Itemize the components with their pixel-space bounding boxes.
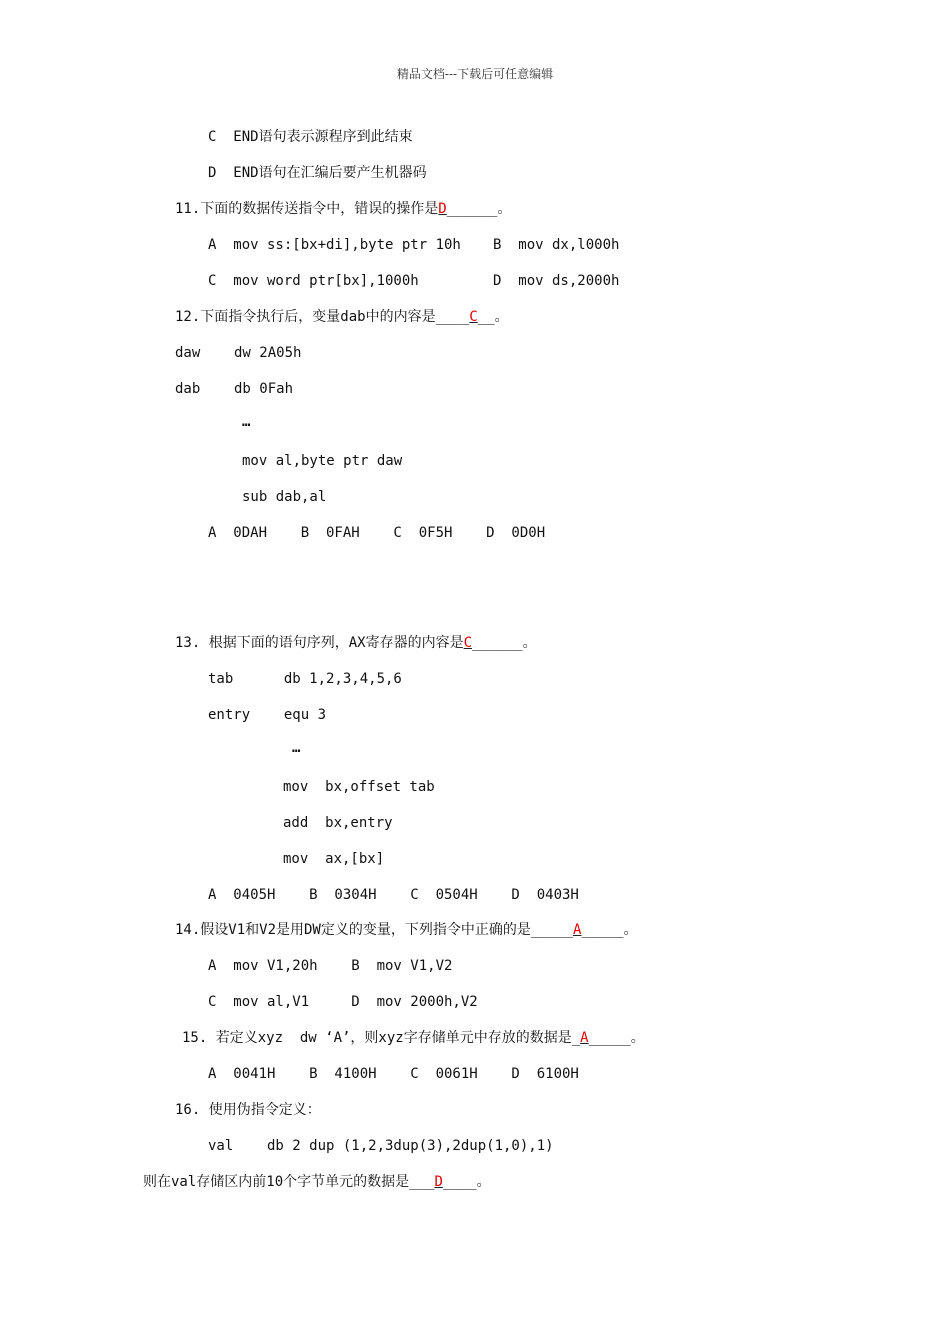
page-header: 精品文档---下载后可任意编辑 bbox=[396, 67, 554, 81]
code-line: mov al,byte ptr daw bbox=[242, 453, 403, 469]
ellipsis: … bbox=[242, 414, 251, 430]
question-text: 15. 若定义xyz dw ‘A’，则xyz字存储单元中存放的数据是 bbox=[182, 1030, 572, 1046]
question-end: 。 bbox=[623, 922, 638, 938]
code-line: dab db 0Fah bbox=[175, 381, 294, 397]
option-d-line: D END语句在汇编后要产生机器码 bbox=[208, 165, 427, 181]
code-line: daw dw 2A05h bbox=[175, 345, 302, 361]
option-d-line: D mov ds,2000h bbox=[493, 273, 620, 289]
question-end: 。 bbox=[522, 635, 537, 651]
options-line: A 0DAH B 0FAH C 0F5H D 0D0H bbox=[208, 525, 546, 541]
question-15 bbox=[182, 1029, 645, 1047]
question-text: 11.下面的数据传送指令中，错误的操作是 bbox=[175, 201, 439, 217]
answer-blank: __ bbox=[477, 309, 495, 325]
answer-blank: ______ bbox=[472, 635, 523, 651]
question-16-prompt bbox=[143, 1173, 491, 1191]
question-12 bbox=[175, 308, 509, 326]
answer-mark: A bbox=[573, 922, 582, 938]
options-line: C mov al,V1 D mov 2000h,V2 bbox=[208, 994, 478, 1010]
option-c-line: C mov word ptr[bx],1000h bbox=[208, 273, 419, 289]
option-a-line: A mov ss:[bx+di],byte ptr 10h bbox=[208, 237, 461, 253]
answer-blank: ______ bbox=[446, 201, 498, 217]
question-11 bbox=[175, 200, 511, 218]
question-end: 。 bbox=[497, 201, 512, 217]
question-text: 13. 根据下面的语句序列，AX寄存器的内容是 bbox=[175, 635, 464, 651]
code-line: mov ax,[bx] bbox=[283, 851, 385, 867]
code-line: mov bx,offset tab bbox=[283, 779, 435, 795]
question-13 bbox=[175, 634, 537, 652]
answer-blank: ____ bbox=[442, 1174, 477, 1190]
code-line: tab db 1,2,3,4,5,6 bbox=[208, 671, 402, 687]
question-end: 。 bbox=[476, 1174, 491, 1190]
question-text: 则在val存储区内前10个字节单元的数据是 bbox=[143, 1174, 410, 1190]
answer-blank: ____ bbox=[435, 309, 470, 325]
answer-mark: C bbox=[469, 309, 478, 325]
option-b-line: B mov dx,l000h bbox=[493, 237, 620, 253]
code-line: add bx,entry bbox=[283, 815, 393, 831]
answer-mark: C bbox=[463, 635, 473, 651]
question-text: 12.下面指令执行后，变量dab中的内容是 bbox=[175, 309, 436, 325]
answer-mark: D bbox=[434, 1174, 443, 1190]
answer-mark: D bbox=[438, 201, 447, 217]
code-line: entry equ 3 bbox=[208, 707, 327, 723]
question-text: 14.假设V1和V2是用DW定义的变量，下列指令中正确的是 bbox=[175, 922, 531, 938]
answer-blank: ___ bbox=[409, 1174, 435, 1190]
options-line: A mov V1,20h B mov V1,V2 bbox=[208, 958, 453, 974]
code-line: sub dab,al bbox=[242, 489, 327, 505]
options-line: A 0041H B 4100H C 0061H D 6100H bbox=[208, 1066, 579, 1082]
code-line: val db 2 dup (1,2,3dup(3),2dup(1,0),1) bbox=[208, 1138, 554, 1154]
question-end: 。 bbox=[630, 1030, 645, 1046]
answer-blank: _____ bbox=[581, 922, 624, 938]
question-16: 16. 使用伪指令定义： bbox=[175, 1102, 321, 1118]
question-14 bbox=[175, 921, 638, 939]
answer-blank: _____ bbox=[588, 1030, 631, 1046]
ellipsis: … bbox=[292, 740, 301, 756]
answer-mark: A bbox=[580, 1030, 589, 1046]
answer-blank: _ bbox=[571, 1030, 581, 1046]
option-c-line: C END语句表示源程序到此结束 bbox=[208, 129, 413, 145]
question-end: 。 bbox=[494, 309, 509, 325]
options-line: A 0405H B 0304H C 0504H D 0403H bbox=[208, 887, 579, 903]
answer-blank: _____ bbox=[530, 922, 574, 938]
